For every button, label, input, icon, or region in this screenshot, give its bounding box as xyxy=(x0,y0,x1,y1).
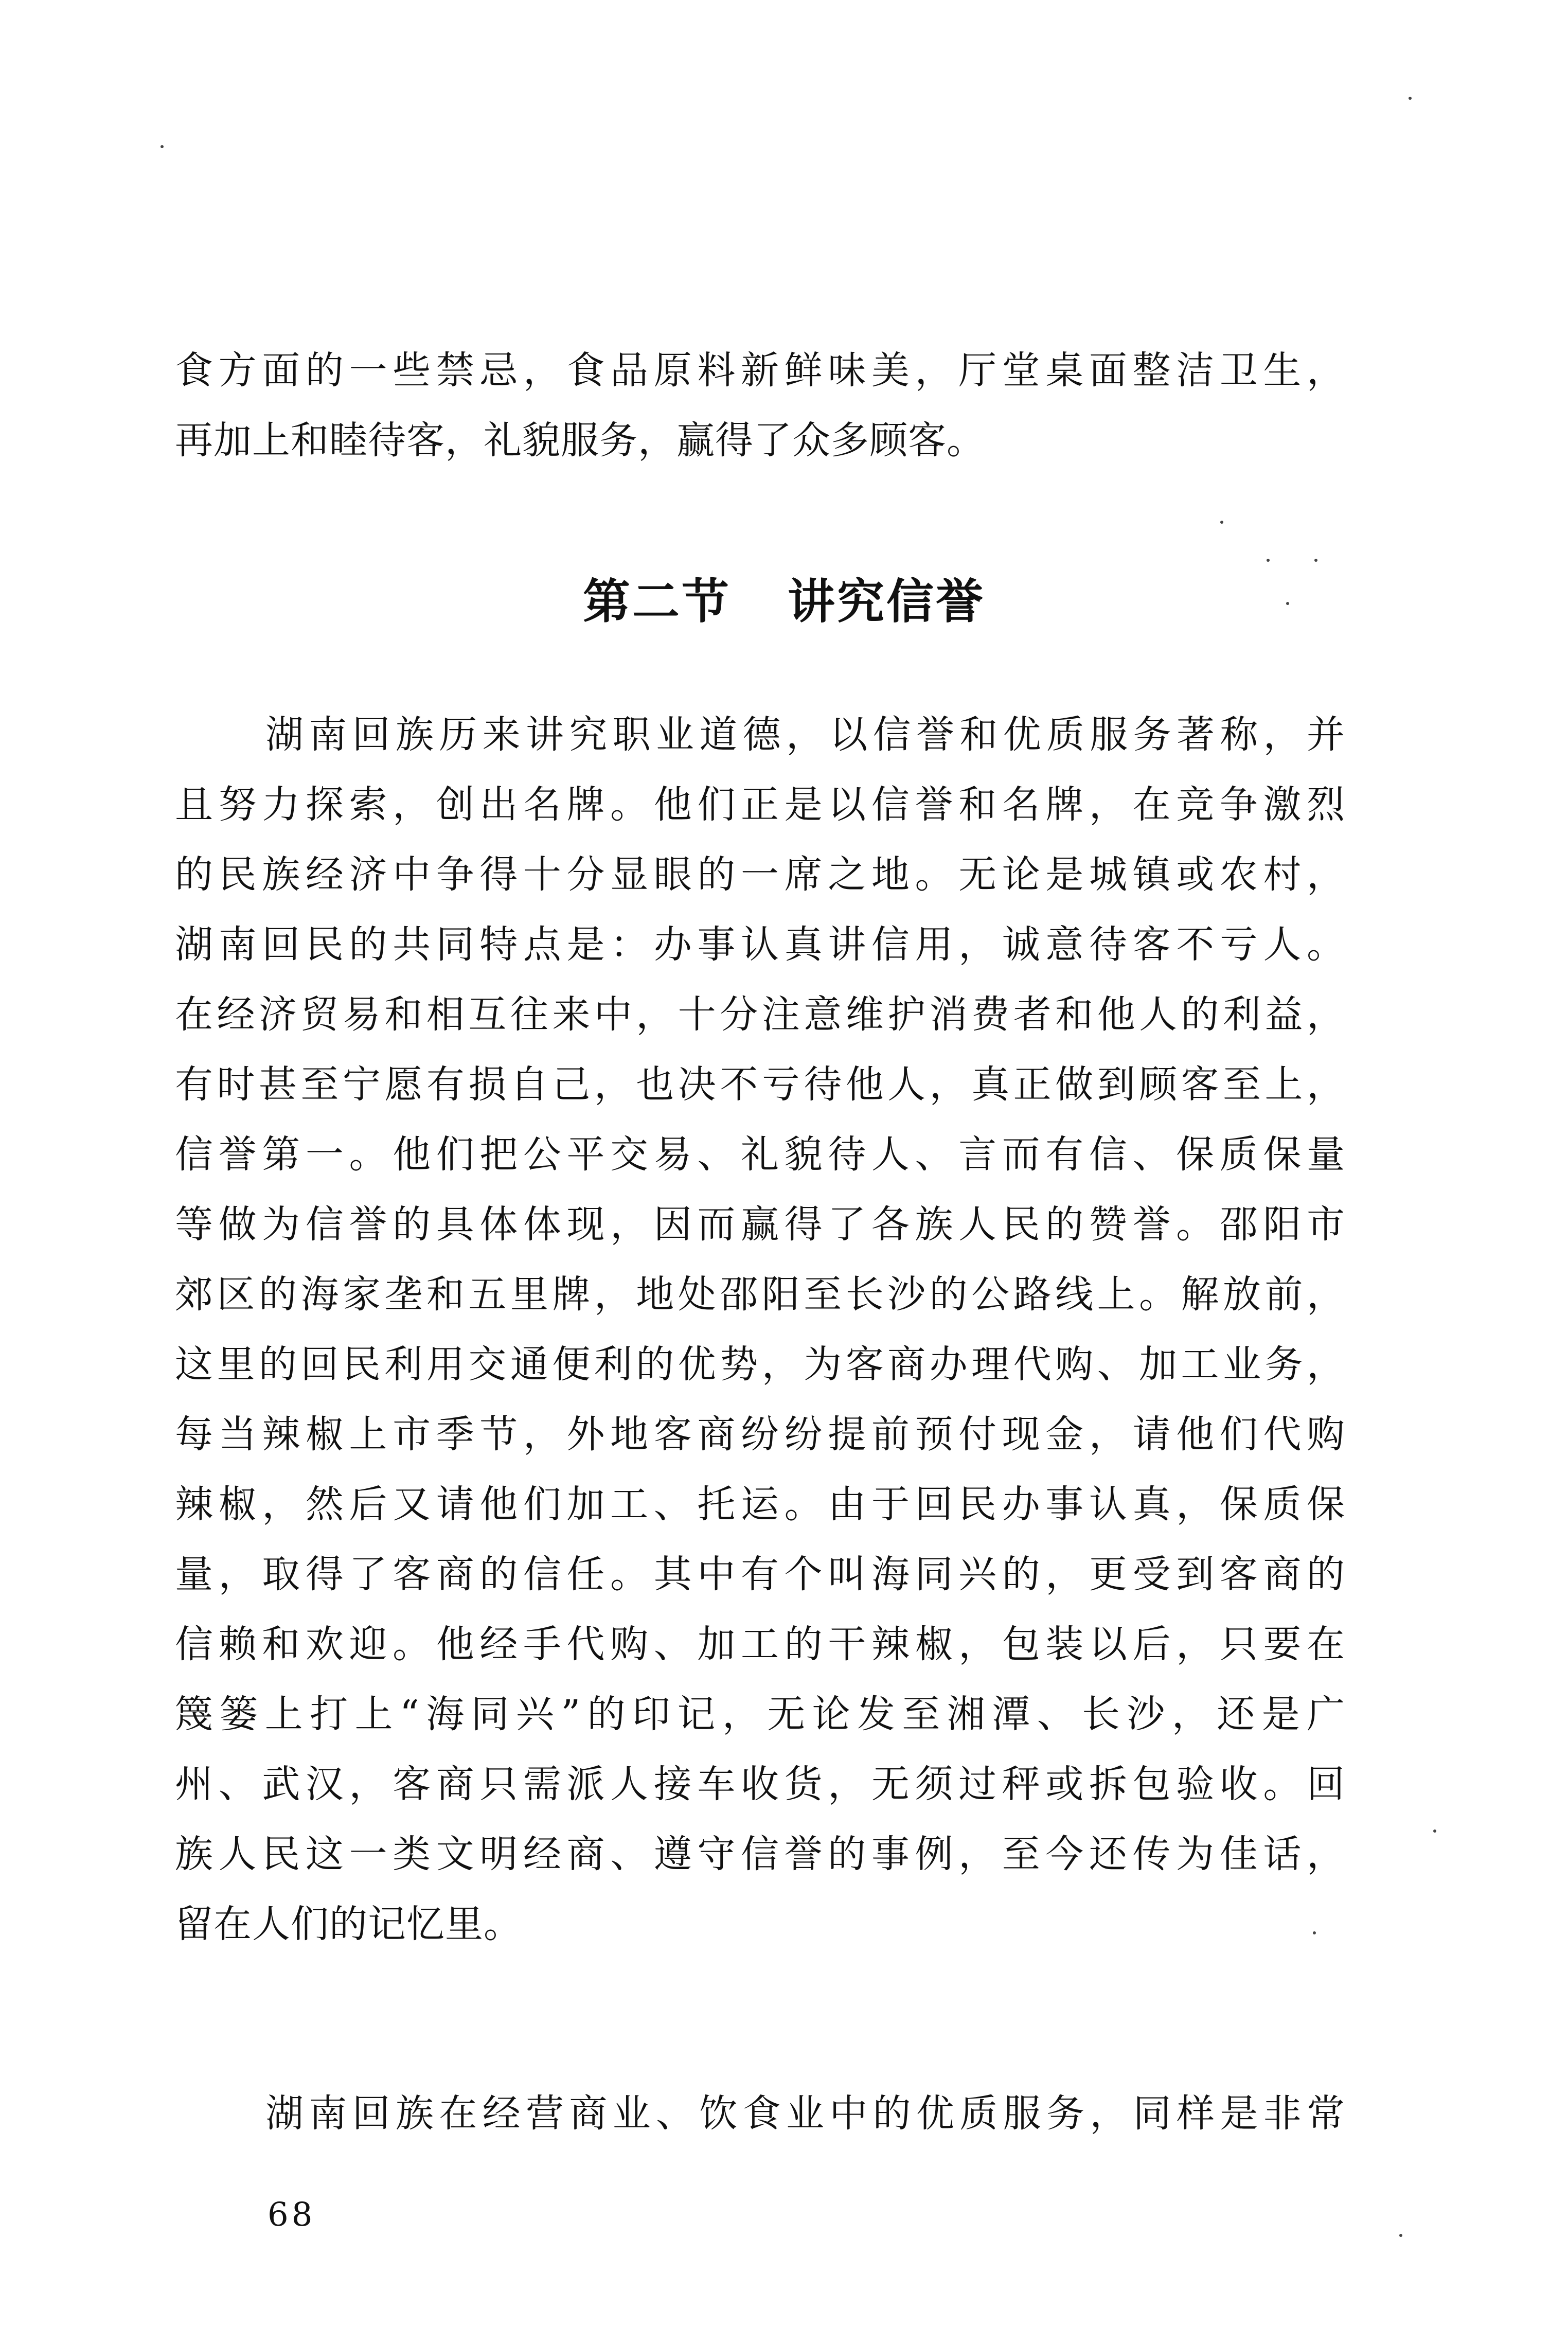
body-paragraph-2 xyxy=(175,2089,1345,2159)
scan-speck xyxy=(161,145,164,148)
page-number: 68 xyxy=(268,2196,316,2234)
text-line: 辣椒，然后又请他们加工、托运。由于回民办事认真，保质保 xyxy=(175,1482,1345,1526)
scan-speck xyxy=(1409,97,1412,100)
text-line: 量，取得了客商的信任。其中有个叫海同兴的，更受到客商的 xyxy=(175,1552,1345,1596)
text-line: 有时甚至宁愿有损自己，也决不亏待他人，真正做到顾客至上， xyxy=(175,1062,1345,1107)
text-line: 湖南回族在经营商业、饮食业中的优质服务，同样是非常 xyxy=(265,2091,1345,2136)
scan-speck xyxy=(1286,602,1289,605)
scan-speck xyxy=(1220,521,1223,524)
text-line: 每当辣椒上市季节，外地客商纷纷提前预付现金，请他们代购 xyxy=(175,1412,1345,1456)
scan-speck xyxy=(1399,2234,1402,2237)
section-number: 第二节 xyxy=(582,574,731,629)
text-line: 留在人们的记忆里。 xyxy=(175,1902,522,1946)
text-line: 信赖和欢迎。他经手代购、加工的干辣椒，包装以后，只要在 xyxy=(175,1622,1345,1666)
intro-paragraph xyxy=(175,346,1345,486)
text-line: 食方面的一些禁忌，食品原料新鲜味美，厅堂桌面整洁卫生， xyxy=(175,348,1345,393)
body-paragraph-1 xyxy=(175,710,1345,1969)
text-line: 等做为信誉的具体体现，因而赢得了各族人民的赞誉。邵阳市 xyxy=(175,1202,1345,1247)
text-line: 且努力探索，创出名牌。他们正是以信誉和名牌，在竞争激烈 xyxy=(175,783,1345,827)
section-title: 讲究信誉 xyxy=(788,574,986,629)
section-heading xyxy=(0,571,1568,633)
scan-speck xyxy=(1313,1931,1316,1934)
text-line: 在经济贸易和相互往来中，十分注意维护消费者和他人的利益， xyxy=(175,992,1345,1037)
text-line: 的民族经济中争得十分显眼的一席之地。无论是城镇或农村， xyxy=(175,852,1345,897)
scan-speck xyxy=(1314,559,1317,562)
text-line: 篾篓上打上“海同兴”的印记，无论发至湘潭、长沙，还是广 xyxy=(175,1692,1345,1736)
scan-speck xyxy=(1433,1829,1436,1833)
text-line: 再加上和睦待客，礼貌服务，赢得了众多顾客。 xyxy=(175,418,985,463)
text-line: 这里的回民利用交通便利的优势，为客商办理代购、加工业务， xyxy=(175,1342,1345,1387)
text-line: 族人民这一类文明经商、遵守信誉的事例，至今还传为佳话， xyxy=(175,1832,1345,1876)
text-line: 信誉第一。他们把公平交易、礼貌待人、言而有信、保质保量 xyxy=(175,1132,1345,1177)
text-line: 州、武汉，客商只需派人接车收货，无须过秤或拆包验收。回 xyxy=(175,1762,1345,1806)
text-line: 湖南回族历来讲究职业道德，以信誉和优质服务著称，并 xyxy=(265,713,1345,757)
text-line: 郊区的海家垄和五里牌，地处邵阳至长沙的公路线上。解放前， xyxy=(175,1272,1345,1317)
text-line: 湖南回民的共同特点是：办事认真讲信用，诚意待客不亏人。 xyxy=(175,922,1345,967)
scan-speck xyxy=(1267,559,1270,562)
